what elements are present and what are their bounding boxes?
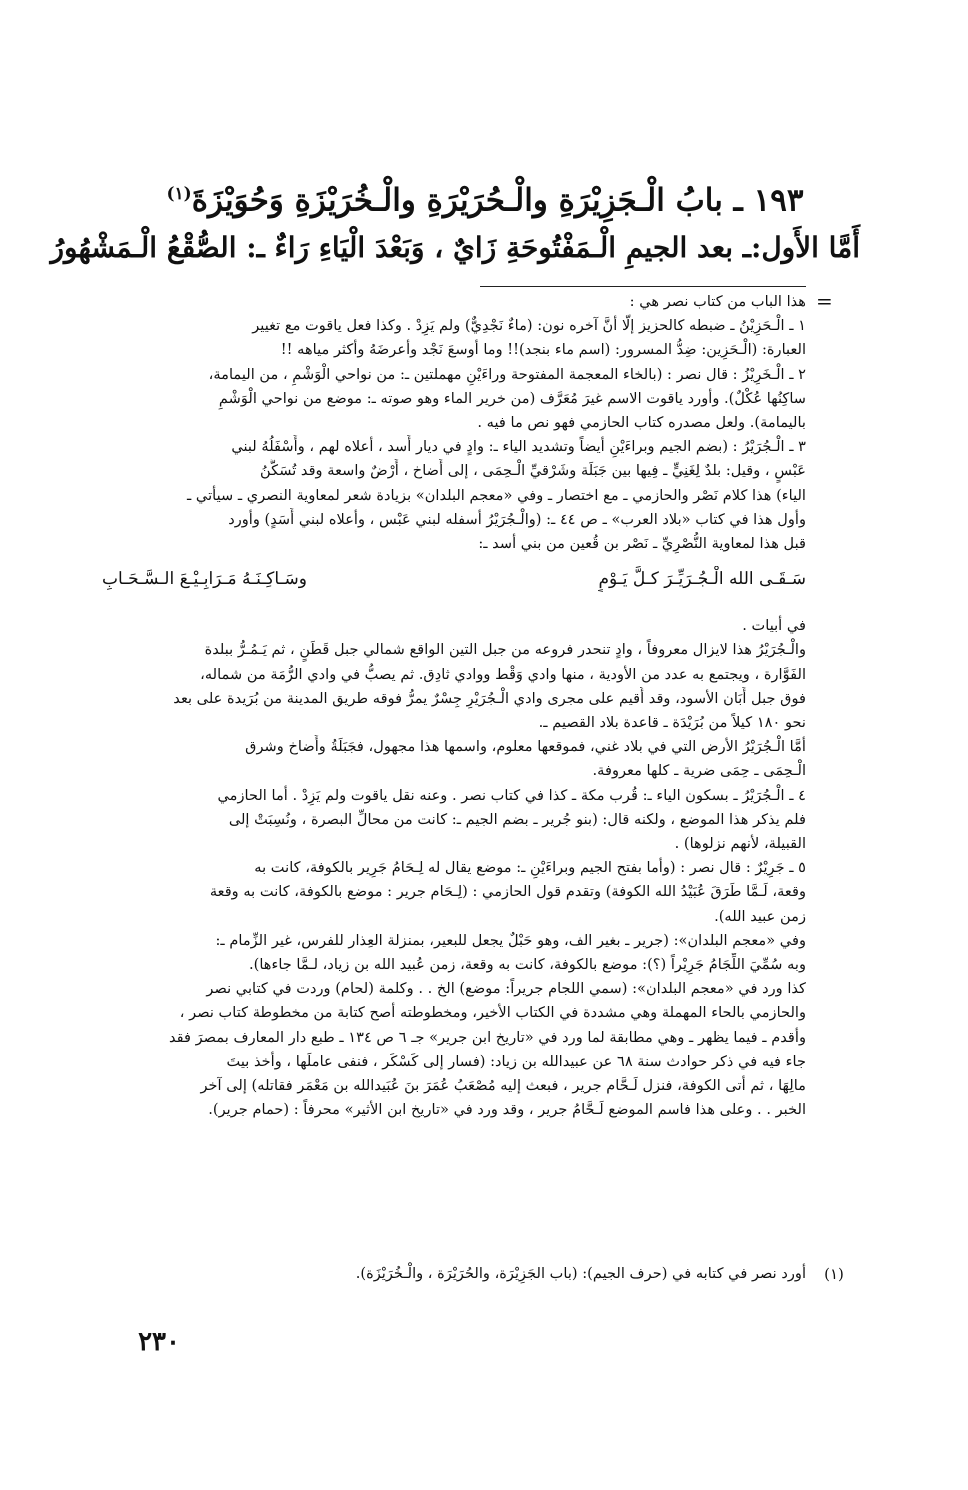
note-line: فوق جبل أَبَان الأسود، وقد أُقيم على مجرى وادي الْـجُرَيْرِ جِسْرٌ يمرُّ فوقه طريق المدينة من بُرَيدة على بعد — [173, 689, 806, 707]
note-line: ٢ ـ الْـخَرِيْزُ : قال نصر : (بالخاء المعجمة المفتوحة وراءَيْنِ مهملتين ـ: من نواحي الْوَشْمِ ، من اليمامة، — [208, 365, 806, 383]
note-line: الخبر . . وعلى هذا فاسم الموضع لَـحَّامُ جرير ، وقد ورد في «تاريخ ابن الأثير» محرفاً : (حمام جرير). — [208, 1101, 806, 1119]
chapter-title-text: ١٩٣ ـ بابُ الْـجَزِيْرَةِ والْـحُرَيْرَةِ والْـخُرَيْزَةِ وَحُوَيْزَةَ — [191, 182, 804, 219]
chapter-subtitle: أَمَّا الأَول:ـ بعد الجيمِ الْـمَفْتُوحَةِ زَايٌ ، وَبَعْدَ الْيَاءِ رَاءٌ ـ: الصُّقْعُ الْـمَشْهُورُ — [50, 231, 860, 264]
verse-first-hemistich: سَـقَـى الله الْـجُـرَيِّـرَ كـلَّ يَـوْمٍ — [598, 569, 806, 590]
note-line: وقعة، لَـمَّا طَرَقَ عُبَيْدُ الله الكوفة) وتقدم قول الحازمي : (لِـحَام جرير : موضع بالكوفة، كانت به وقعة — [209, 883, 806, 901]
title-footnote-ref: (١) — [166, 184, 192, 204]
note-line: الياء) هذا كلام نَصْر والحازمي ـ مع اختصار ـ وفي «معجم البلدان» بزيادة شعر لمعاوية النصري ـ سيأتي ـ — [187, 486, 806, 504]
note-line: وأقدم ـ فيما يظهر ـ وهي مطابقة لما ورد في «تاريخ ابن جرير» جـ ٦ ص ١٣٤ ـ طبع دار المعارف بمصرَ فقد — [168, 1028, 806, 1046]
note-line: ٣ ـ الْـجُرَيْرُ : (بضم الجيم وبراءَيْنِ أيضاً وتشديد الياء ـ: وادٍ في ديار أَسد ، أعلاه لهم ، وأَسْفَلُهُ لبني — [231, 438, 806, 456]
verse-second-hemistich: وسَـاكِـنَـهُ مَـرَابِـيْـعَ الـسَّـحَـابِ — [102, 569, 307, 590]
note-line: كذا ورد في «معجم البلدان»: (سمي اللجام جريراً: موضع) الخ . . وكلمة (لحام) وردت في كتابي نصر — [206, 980, 806, 998]
note-line: مالِهَا ، ثم أتى الكوفة، فنزل لَـحَّام جرير ، فبعث إليه مُصْعَبُ عُمَرَ بنَ عُبَيدالله بن مَعْمَر فقاتله) إلى آخر — [200, 1077, 806, 1095]
footnote-marker: (١) — [824, 1265, 844, 1283]
note-line: قبل هذا لمعاوية النُّصْرِيِّ ـ نَصْر بن قُعين من بني أسد ـ: — [478, 535, 806, 553]
note-line: ١ ـ الْـحَزِيْنُ ـ ضبطه كالحزيز إلَّا أنَّ آخره نون: (ماءٌ نَجْدِيٌّ) ولم يَزِدْ . وكذا فعل ياقوت مع تغيير — [252, 317, 806, 335]
note-line: الْـحِمَى ـ حِمَى ضرية ـ كلها معروفة. — [592, 762, 806, 780]
note-line: باليمامة). ولعل مصدره كتاب الحازمي فهو نص ما فيه . — [477, 414, 806, 432]
note-line: ٥ ـ جَرِيْرٌ : قال نصر : (وأما بفتح الجيم وبراءَيْنِ ـ: موضع يقال له لِـحَامُ جَرِير بالكوفة، كانت به — [254, 859, 806, 877]
notes-separator-rule — [480, 286, 806, 287]
note-line: أمَّا الْـجُرَيْرُ الأرض التي في بلاد غني، فموقعها معلوم، واسمها هذا مجهول، فجَبَلَةُ وأَضاخ وشرق — [245, 738, 806, 756]
note-line: والحازمي بالحاء المهملة وهي مشددة في الكتاب الأخير، ومخطوطته أصح كتابة من مخطوطة كتاب نصر ، — [179, 1004, 806, 1022]
note-line: القبيلة، لأنهم نزلوها) . — [674, 835, 806, 853]
note-line: نحو ١٨٠ كيلاً من بُرَيْدَة ـ قاعدة بلاد القصيم ـ. — [538, 714, 806, 732]
chapter-title — [150, 172, 820, 222]
note-line: في أبيات . — [742, 617, 806, 635]
poetry-verse — [102, 566, 806, 592]
note-line: هذا الباب من كتاب نصر هي : — [629, 293, 806, 310]
note-line: والْـجُرَيْرُ هذا لايزال معروفاً ، وادٍ تنحدر فروعه من جبل التين الواقع شمالي جبل قَطَنٍ ، ثم يَـمُـرُّ ببلدة — [204, 641, 806, 659]
note-line: وفي «معجم البلدان»: (جرير ـ بغير الف، وهو حَبْلٌ يجعل للبعير، بمنزلة العِذار للفرس، غير الزِّمام ـ: — [215, 931, 806, 949]
notes-body — [102, 290, 806, 1123]
note-line: زمن عبيد الله). — [714, 907, 806, 925]
footnote-text: أورد نصر في كتابه في (حرف الجيم): (باب الجَزِيْرَة، والحُرَيْرَة ، والْـخُرَيْزَة). — [355, 1265, 806, 1282]
note-line: ساكِنُها عُكْلٌ). وأورد ياقوت الاسم غيرَ مُعَرَّف (من خرير الماء وهو صوته ـ: موضع من نواحي الْوَشْمِ — [218, 389, 806, 407]
continuation-mark: = — [816, 289, 833, 313]
note-line: وأول هذا في كتاب «بلاد العرب» ـ ص ٤٤ ـ: (والْـجُرَيْرُ أسفله لبني عَبْس ، وأعلاه لبني أَسَدٍ) وأورد — [228, 510, 806, 528]
note-line: وبه سُمِّيَ اللِّجَامُ جَرِيْراً (؟): موضع بالكوفة، كانت به وقعة، زمن عُبيد الله بن زياد، لـمَّا جاءها). — [248, 956, 806, 974]
note-line: العبارة: (الْـحَزِين: ضِدُّ المسرور: (اسم ماء بنجد)!! وما أوسعَ نَجْد وأعرضَهُ وأكثر مياهه !! — [280, 341, 806, 359]
note-line: عَبْسٍ ، وقيل: بلدٌ لِغَنِيٍّ ـ فِيها بين جَبَلَة وشَرْقيِّ الْـحِمَى ، إلى أَضاخ ، أَرْضٌ واسعة وقد تُسَكَّنُ — [260, 462, 806, 480]
page-number: ٢٣٠ — [138, 1327, 180, 1357]
note-line: جاء فيه في ذكر حوادث سنة ٦٨ عن عبيدالله بن زياد: (فسار إلى كَسْكَر ، فنفى عاملَها ، وأخذ بيتَ — [226, 1052, 806, 1070]
note-line: الفَوَّارة ، ويجتمع به عدد من الأودية ، منها وادي وَقْط ووادي ثادِق. ثم يصبُّ في وادي الرُّمَة من شماله، — [200, 665, 806, 683]
note-line: فلم يذكر هذا الموضع ، ولكنه قال: (بنو جُرير ـ بضم الجيم ـ: كانت من محالِّ البصرة ، ونُسِبَتْ إلى — [228, 810, 806, 828]
note-line: ٤ ـ الْـجُرَيْرُ ـ بسكون الياء ـ: قُرب مكة ـ كذا في كتاب نصر . وعنه نقل ياقوت ولم يَزِدْ . أما الحازمي — [217, 786, 806, 804]
